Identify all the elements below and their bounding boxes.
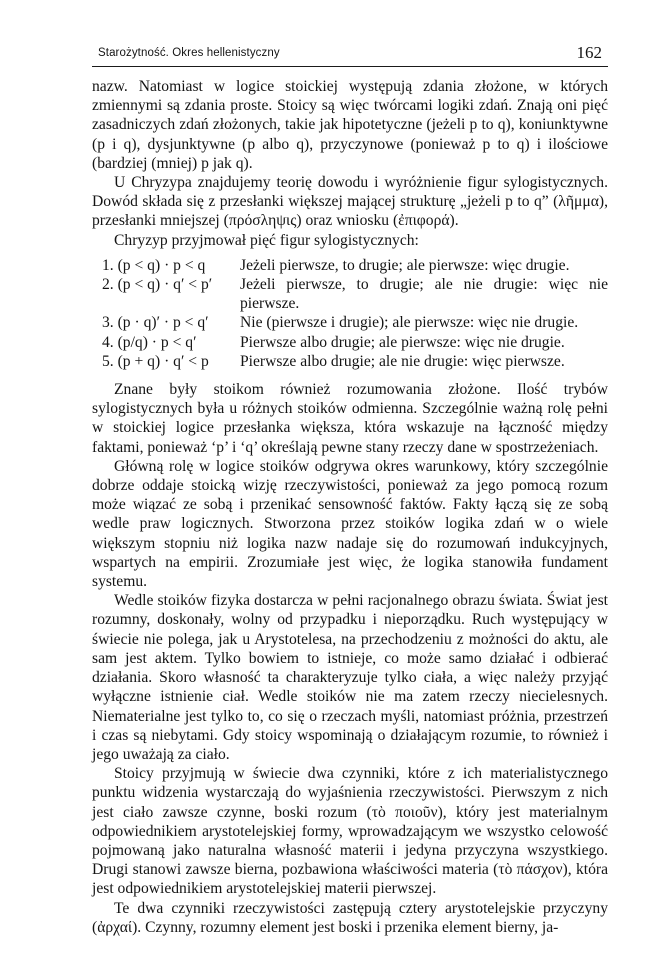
figure-row — [92, 333, 608, 352]
figure-row — [92, 275, 608, 313]
syllogism-figures-list — [92, 256, 608, 371]
paragraph: U Chryzypa znajdujemy teorię dowodu i wyróżnienie figur sylogistycznych. Dowód składa się z przesłanki większej mającej strukturę „jeżeli p to q” (λῆμμα), przesłanki mniejszej (πρόσληψις) oraz wniosku (ἐπιφορά). — [92, 174, 608, 230]
body-text — [92, 77, 608, 937]
figure-description: Pierwsze albo drugie; ale pierwsze: więc nie drugie. — [240, 333, 565, 351]
figure-formula: 3. (p · q)′ · p < q′ — [102, 314, 209, 332]
figure-formula: 4. (p/q) · p < q′ — [102, 333, 197, 351]
paragraph: Znane były stoikom również rozumowania złożone. Ilość trybów sylogistycznych była u różnych stoików odmienna. Szczególnie ważną rolę pełni w stoickiej logice przesłanka większa, która wskazuje na łączność między faktami, ponieważ ‘p’ i ‘q’ określają pewne stany rzeczy dane w spostrzeżeniach. — [92, 381, 608, 456]
figure-description: Jeżeli pierwsze, to drugie; ale pierwsze: więc drugie. — [240, 256, 570, 274]
paragraph: Stoicy przyjmują w świecie dwa czynniki, które z ich materialistycznego punktu widzenia wystarczają do wyjaśnienia rzeczywistości. Pierwszym z nich jest ciało zawsze czynne, boski rozum (τὸ ποιοῦν), który jest materialnym odpowiednikiem arystotelejskiej formy, wprowadzającym we wszystko celowość pojmowaną jako naturalna własność materii i jedyna przyczyna wszystkiego. Drugi stanowi zawsze bierna, pozbawiona właściwości materia (τὸ πάσχον), która jest odpowiednikiem arystotelejskiej materii pierwszej. — [92, 765, 608, 898]
paragraph: Wedle stoików fizyka dostarcza w pełni racjonalnego obrazu świata. Świat jest rozumny, doskonały, wolny od przypadku i nieporządku. Ruch występujący w świecie nie polega, jak u Arystotelesa, na przechodzeniu z możności do aktu, ale sam jest aktem. Tylko bowiem to istnieje, co może samo działać i odbierać działania. Skoro własność ta charakteryzuje tylko ciała, a więc należy przyjąć wyłączne istnienie ciał. Wedle stoików nie ma zatem rzeczy niecielesnych. Niematerialne jest tylko to, co się o rzeczach myśli, natomiast próżnia, przestrzeń i czas są niebytami. Gdy stoicy wspominają o działającym rozumie, to również i jego uważają za ciało. — [92, 592, 608, 763]
figure-description: Nie (pierwsze i drugie); ale pierwsze: więc nie drugie. — [240, 314, 579, 332]
paragraph: Te dwa czynniki rzeczywistości zastępują cztery arystotelejskie przyczyny (ἀρχαί). Czynny, rozumny element jest boski i przenika element bierny, ja- — [92, 899, 608, 936]
paragraph: Chryzyp przyjmował pięć figur sylogistycznych: — [114, 231, 419, 249]
figure-formula: 5. (p + q) · q′ < p — [102, 352, 209, 370]
paragraph: nazw. Natomiast w logice stoickiej występują zdania złożone, w których zmiennymi są zdania proste. Stoicy są więc twórcami logiki zdań. Znają oni pięć zasadniczych zdań złożonych, takie jak hipotetyczne (jeżeli p to q), koniunktywne (p i q), dysjunktywne (p albo q), przyczynowe (ponieważ p to q) i ilościowe (bardziej (mniej) p jak q). — [92, 78, 608, 172]
figure-description: Jeżeli pierwsze, to drugie; ale nie drugie: więc nie pierwsze. — [240, 276, 608, 313]
figure-row — [92, 256, 608, 275]
figure-description: Pierwsze albo drugie; ale nie drugie: więc pierwsze. — [240, 352, 565, 370]
page-number: 162 — [576, 43, 602, 62]
running-title: Starożytność. Okres hellenistyczny — [98, 47, 280, 59]
figure-row — [92, 352, 608, 371]
figure-formula: 2. (p < q) · q′ < p′ — [102, 276, 213, 294]
running-header — [92, 38, 608, 67]
paragraph: Główną rolę w logice stoików odgrywa okres warunkowy, który szczególnie dobrze oddaje stoicką wizję rzeczywistości, ponieważ za jego pomocą rozum może wiązać ze sobą i przenikać sensowność faktów. Fakty łączą się ze sobą wedle praw logicznych. Stworzona przez stoików logika zdań w o wiele większym stopniu niż logika nazw nadaje się do rozumowań indukcyjnych, wspartych na empirii. Zrozumiałe jest więc, że logika stanowiła fundament systemu. — [92, 457, 608, 591]
figure-row — [92, 313, 608, 332]
figure-formula: 1. (p < q) · p < q — [102, 256, 206, 274]
